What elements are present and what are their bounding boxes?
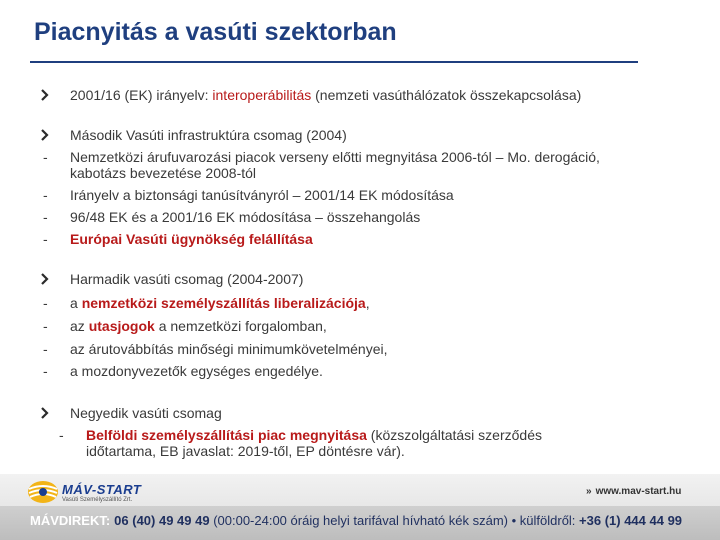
dash-marker: - <box>43 187 48 203</box>
sub-item-text: Nemzetközi árufuvarozási piacok verseny előtti megnyitása 2006-tól – Mo. derogáció, kabotázs bevezetése 2008-tól <box>70 149 600 181</box>
sub-item-text: Belföldi személyszállítási piac megnyitása (közszolgáltatási szerződés időtartama, EB javaslat: 2019-től, EP döntésre vár). <box>86 427 542 459</box>
sub-item-text: 96/48 EK és a 2001/16 EK módosítása – összehangolás <box>70 209 421 225</box>
website-link[interactable]: » www.mav-start.hu <box>586 486 682 497</box>
logo-wordmark: MÁV-START <box>62 482 142 497</box>
chevron-right-icon <box>40 128 50 142</box>
dash-marker: - <box>43 341 48 357</box>
dash-marker: - <box>43 295 48 311</box>
chevron-right-icon <box>40 88 50 102</box>
sub-item-text: Irányelv a biztonsági tanúsítványról – 2001/14 EK módosítása <box>70 187 454 203</box>
sub-item-text: a mozdonyvezetők egységes engedélye. <box>70 363 323 379</box>
contact-line <box>30 513 682 528</box>
bullet-text: Negyedik vasúti csomag <box>70 405 222 421</box>
chevron-right-icon <box>40 406 50 420</box>
dash-marker: - <box>43 231 48 247</box>
dash-marker: - <box>59 427 64 443</box>
international-phone[interactable]: +36 (1) 444 44 99 <box>579 513 683 528</box>
chevron-right-icon <box>40 272 50 286</box>
mav-start-logo[interactable] <box>26 478 166 506</box>
sub-item-text: Európai Vasúti ügynökség felállítása <box>70 231 313 247</box>
sub-item-text: az árutovábbítás minőségi minimumkövetelményei, <box>70 341 388 357</box>
dash-marker: - <box>43 318 48 334</box>
mav-start-wheel-logo-icon <box>26 479 60 505</box>
double-chevron-icon: » <box>586 486 592 497</box>
sub-item-text: a nemzetközi személyszállítás liberalizációja, <box>70 295 370 311</box>
bullet-text: Második Vasúti infrastruktúra csomag (2004) <box>70 127 347 143</box>
dash-marker: - <box>43 209 48 225</box>
dash-marker: - <box>43 149 48 165</box>
hours-text: (00:00-24:00 óráig helyi tarifával hívható kék szám) • külföldről: <box>209 513 580 528</box>
bullet-text: 2001/16 (EK) irányelv: interoperábilitás (nemzeti vasúthálózatok összekapcsolása) <box>70 87 582 103</box>
dash-marker: - <box>43 363 48 379</box>
logo-tagline: Vasúti Személyszállító Zrt. <box>62 497 133 503</box>
sub-item-text: az utasjogok a nemzetközi forgalomban, <box>70 318 327 334</box>
bullet-text: Harmadik vasúti csomag (2004-2007) <box>70 271 304 287</box>
domestic-phone[interactable]: 06 (40) 49 49 49 <box>114 513 210 528</box>
mavdirekt-label: MÁVDIREKT: <box>30 513 111 528</box>
page-title: Piacnyitás a vasúti szektorban <box>34 18 397 46</box>
